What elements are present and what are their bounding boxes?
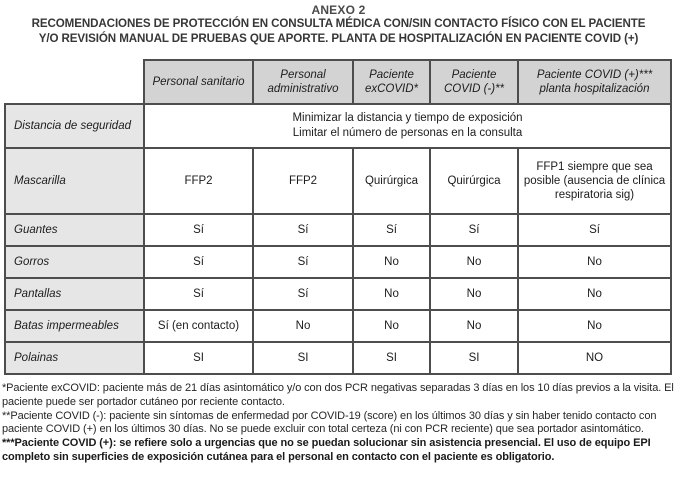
row-label-pantallas: Pantallas bbox=[5, 278, 144, 310]
table-row-mascarilla bbox=[5, 148, 671, 214]
table-cell: SI bbox=[430, 342, 518, 374]
col-header-paciente-excovid: Paciente exCOVID* bbox=[353, 60, 430, 104]
row-label-mascarilla: Mascarilla bbox=[5, 148, 144, 214]
table-cell: Sí bbox=[430, 214, 518, 246]
table-cell: Sí bbox=[144, 214, 253, 246]
table-cell: No bbox=[353, 310, 430, 342]
table-cell: Quirúrgica bbox=[430, 148, 518, 214]
document-title-line1: RECOMENDACIONES DE PROTECCIÓN EN CONSULTA MÉDICA CON/SIN CONTACTO FÍSICO CON EL PACIENTE bbox=[31, 17, 646, 30]
table-cell: Sí bbox=[144, 246, 253, 278]
table-cell: SI bbox=[353, 342, 430, 374]
empty-corner-cell bbox=[5, 60, 144, 104]
table-cell: Sí bbox=[353, 214, 430, 246]
footnote-covid-negative: **Paciente COVID (-): paciente sin síntomas de enfermedad por COVID-19 (score) en los últimos 30 días y sin haber tenido contacto con paciente COVID (+) en los últimos 30 días. No se puede excluir con total certeza (ni con PCR reciente) que sea portador asintomático. bbox=[2, 409, 657, 436]
title-block bbox=[0, 0, 677, 46]
table-row-pantallas bbox=[5, 278, 671, 310]
col-header-personal-administrativo: Personal administrativo bbox=[253, 60, 353, 104]
annex-title: ANEXO 2 bbox=[311, 3, 366, 17]
table-row-guantes bbox=[5, 214, 671, 246]
table-cell: Sí (en contacto) bbox=[144, 310, 253, 342]
distancia-line2: Limitar el número de personas en la consulta bbox=[292, 127, 523, 139]
table-cell: Sí bbox=[253, 278, 353, 310]
table-cell: No bbox=[353, 246, 430, 278]
table-cell: SI bbox=[144, 342, 253, 374]
table-cell: No bbox=[518, 278, 671, 310]
table-cell: No bbox=[430, 310, 518, 342]
table-cell: Sí bbox=[144, 278, 253, 310]
table-cell: No bbox=[430, 278, 518, 310]
footnote-excovid: *Paciente exCOVID: paciente más de 21 días asintomático y/o con dos PCR negativas separadas 3 días en los 10 días previos a la visita. El paciente puede ser portador cutáneo por reciente contacto. bbox=[2, 382, 674, 408]
document-title-line2: Y/O REVISIÓN MANUAL DE PRUEBAS QUE APORTE. PLANTA DE HOSPITALIZACIÓN EN PACIENTE COVID (+) bbox=[38, 31, 639, 45]
row-label-guantes: Guantes bbox=[5, 214, 144, 246]
table-cell: No bbox=[430, 246, 518, 278]
distancia-line1: Minimizar la distancia y tiempo de exposición bbox=[292, 112, 523, 124]
table-cell: SI bbox=[253, 342, 353, 374]
table-cell: No bbox=[253, 310, 353, 342]
footnotes bbox=[2, 382, 675, 465]
col-header-personal-sanitario: Personal sanitario bbox=[144, 60, 253, 104]
table-row-distancia bbox=[5, 104, 671, 148]
table-cell: FFP2 bbox=[253, 148, 353, 214]
table-row-batas bbox=[5, 310, 671, 342]
col-header-paciente-covid-neg: Paciente COVID (-)** bbox=[430, 60, 518, 104]
table-row-polainas bbox=[5, 342, 671, 374]
table-cell: Sí bbox=[253, 246, 353, 278]
table-cell: No bbox=[518, 310, 671, 342]
table-cell: No bbox=[353, 278, 430, 310]
table-cell: NO bbox=[518, 342, 671, 374]
table-cell: Sí bbox=[253, 214, 353, 246]
row-label-distancia: Distancia de seguridad bbox=[5, 104, 144, 148]
row-label-batas-impermeables: Batas impermeables bbox=[5, 310, 144, 342]
ppe-recommendations-table bbox=[4, 59, 672, 375]
table-row-gorros bbox=[5, 246, 671, 278]
distancia-span-cell bbox=[144, 104, 671, 148]
table-header-row bbox=[5, 60, 671, 104]
table-cell: FFP1 siempre que sea posible (ausencia de clínica respiratoria sig) bbox=[518, 148, 671, 214]
table-cell: FFP2 bbox=[144, 148, 253, 214]
row-label-polainas: Polainas bbox=[5, 342, 144, 374]
table-cell: No bbox=[518, 246, 671, 278]
col-header-paciente-covid-pos: Paciente COVID (+)*** planta hospitalización bbox=[518, 60, 671, 104]
footnote-covid-positive: ***Paciente COVID (+): se refiere solo a urgencias que no se puedan solucionar sin asistencia presencial. El uso de equipo EPI completo sin superficies de exposición cutánea para el personal en contacto con el paciente es obligatorio. bbox=[2, 437, 651, 463]
table-cell: Sí bbox=[518, 214, 671, 246]
table-cell: Quirúrgica bbox=[353, 148, 430, 214]
row-label-gorros: Gorros bbox=[5, 246, 144, 278]
